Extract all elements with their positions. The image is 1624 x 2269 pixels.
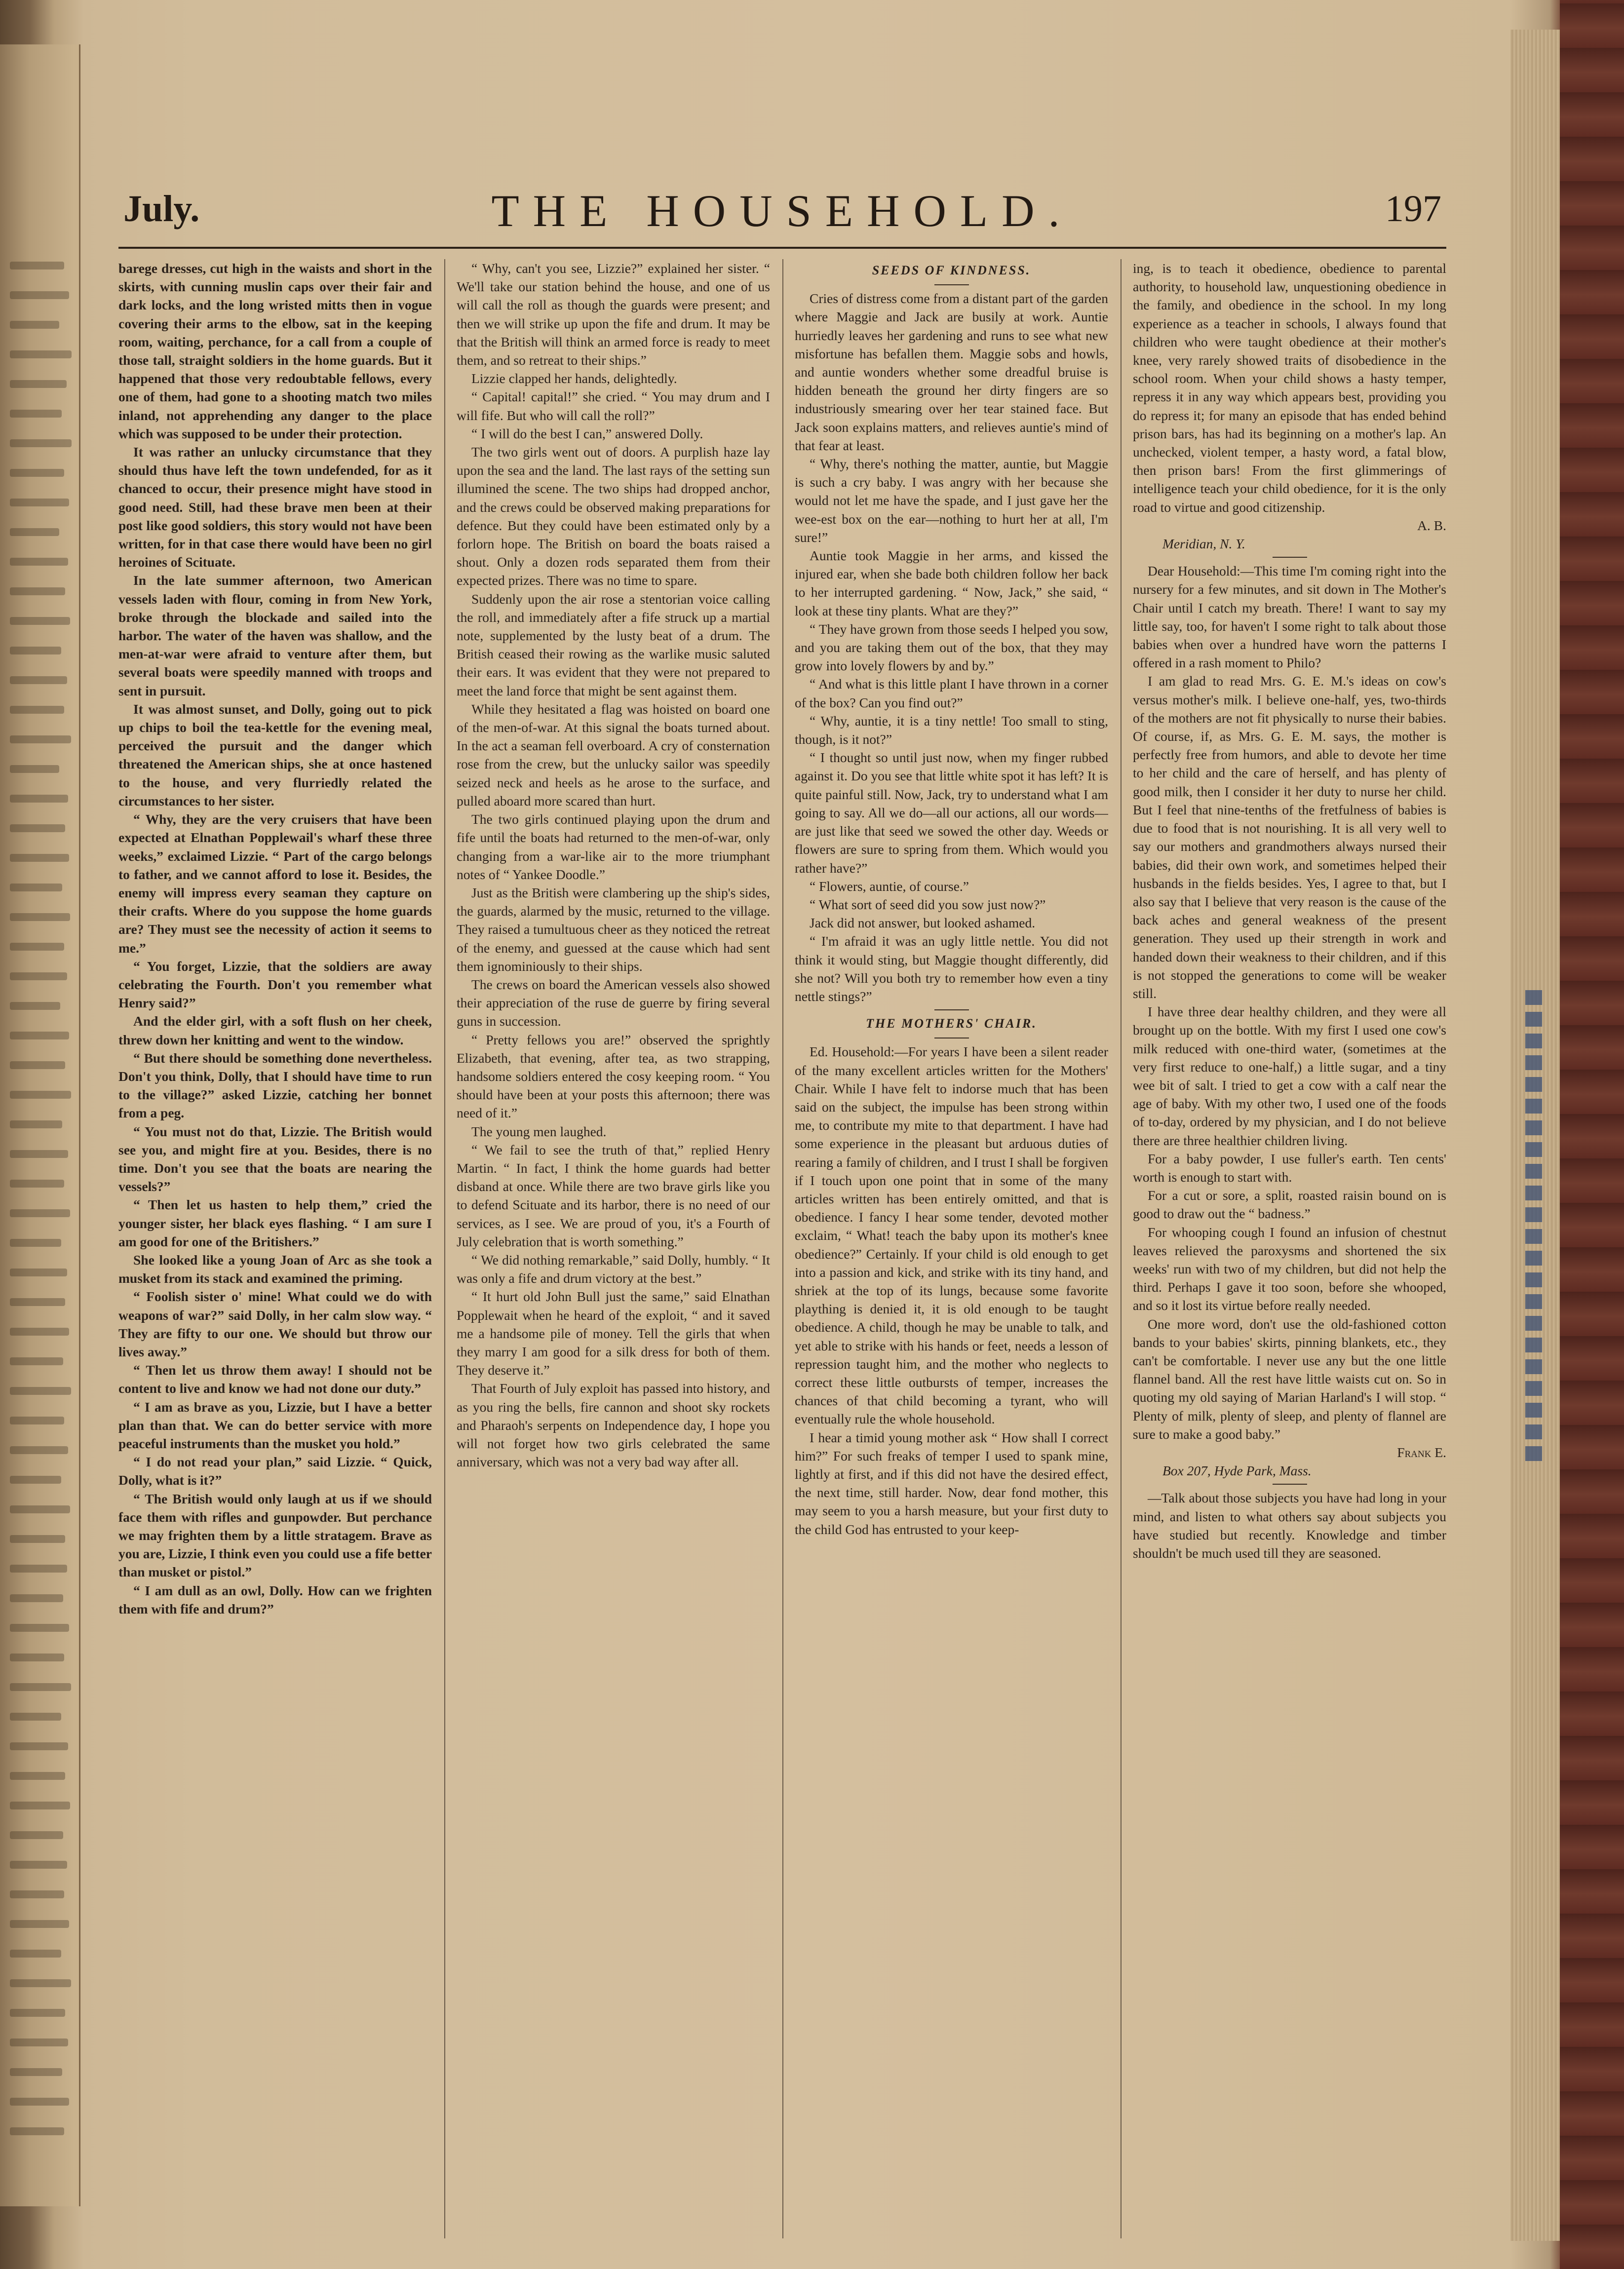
paragraph: Cries of distress come from a distant part of the garden where Maggie and Jack are busily at work. Auntie hurriedly leaves her gardening and runs to see what new misfortune has befallen them. Maggie sobs and howls, and auntie wonders whether some dreadful bruise is hidden beneath the ground her dirty fingers are so industriously smearing over her tear stained face. But Jack soon explains matters, and relieves auntie's mind of that fear at least.	[795, 291, 1108, 453]
paragraph: I have three dear healthy children, and they were all brought up on the bottle. With my first I used one cow's milk reduced with one-third water, (sometimes at the very first reduce to one-half,) a little sugar, and a tiny wee bit of salt. I tried to get a cow with a calf near the age of baby. With my other two, I used one of the foods of to-day, ordered by my physician, and I do not believe there are three healthier children living.	[1133, 1004, 1446, 1148]
place-meridian: Meridian, N. Y.	[1162, 536, 1245, 552]
paragraph: “ Why, can't you see, Lizzie?” explained her sister. “ We'll take our station behind the house, and one of us will call the roll as though the guards were present; and then we will strike up upon the fife and drum. It may be that the British will think an armed force is ready to meet them, and so retreat to their ships.”	[457, 261, 770, 368]
paragraph: “ And what is this little plant I have thrown in a corner of the box? Can you find out?”	[795, 676, 1108, 710]
paragraph: “ Flowers, auntie, of course.”	[810, 878, 969, 894]
paragraph: “ I'm afraid it was an ugly little nettle. You did not think it would sting, but Maggie thought differently, did she not? Will you both try to remember how even a tiny nettle stings?”	[795, 933, 1108, 1004]
place-hyde-park: Box 207, Hyde Park, Mass.	[1162, 1463, 1312, 1479]
paragraph: “ I do not read your plan,” said Lizzie. “ Quick, Dolly, what is it?”	[118, 1454, 432, 1488]
signature-frank-e: Frank E.	[1397, 1445, 1446, 1460]
paragraph: One more word, don't use the old-fashioned cotton bands to your babies' skirts, pinning blankets, etc., they can't be comfortable. I never use any but the one little flannel band. All the rest have little waists cut on. So in quoting my old saying of Marian Harland's I will stop. “ Plenty of milk, plenty of sleep, and plenty of flannel are sure to make a good baby.”	[1133, 1316, 1446, 1442]
column-divider	[444, 259, 445, 2238]
paragraph: “ I am as brave as you, Lizzie, but I have a better plan than that. We can do better service with more peaceful instruments than the musket you hold.”	[118, 1399, 432, 1451]
paragraph: For a baby powder, I use fuller's earth. Ten cents' worth is enough to start with.	[1133, 1151, 1446, 1185]
paragraph: “ We did nothing remarkable,” said Dolly, humbly. “ It was only a fife and drum victory at the best.”	[457, 1252, 770, 1286]
book-cover-edge	[1560, 0, 1624, 2269]
paragraph: Jack did not answer, but looked ashamed.	[810, 915, 1036, 931]
paragraph: “ Then let us throw them away! I should not be content to live and know we had not done our duty.”	[118, 1362, 432, 1396]
paragraph: “ Pretty fellows you are!” observed the sprightly Elizabeth, that evening, after tea, as two strapping, handsome soldiers entered the cosy keeping room. “ You should have been at your posts this afternoon; there was need of it.”	[457, 1032, 770, 1121]
paragraph: “ I am dull as an owl, Dolly. How can we frighten them with fife and drum?”	[118, 1582, 432, 1616]
paragraph: “ They have grown from those seeds I helped you sow, and you are taking them out of the box, that they may grow into lovely flowers by and by.”	[795, 621, 1108, 674]
paragraph: “ Why, they are the very cruisers that have been expected at Elnathan Popplewail's wharf these three weeks,” exclaimed Lizzie. “ Part of the cargo belongs to father, and we cannot afford to lose it. Besides, the enemy will impress every seaman they capture on their crafts. Where do you suppose the home guards are? They must see the necessity of action it seems to me.”	[118, 811, 432, 956]
paragraph: Lizzie clapped her hands, delightedly.	[471, 371, 677, 386]
paragraph: “ Foolish sister o' mine! What could we do with weapons of war?” said Dolly, in her calm slow way. “ They are fifty to our one. We should but throw our lives away.”	[118, 1289, 432, 1359]
paragraph: In the late summer afternoon, two American vessels laden with flour, coming in from New York, broke through the blockade and sailed into the harbor. The water of the haven was shallow, and the men-at-war were afraid to venture after them, but several boats were speedily manned with troops and sent in pursuit.	[118, 573, 432, 698]
column-1	[118, 259, 432, 2238]
paragraph: That Fourth of July exploit has passed into history, and as you ring the bells, fire cannon and shoot sky rockets and Pharaoh's serpents on Independence day, I hope you will not forget how two girls celebrated the same anniversary, which was not a very bad way after all.	[457, 1381, 770, 1470]
paragraph: barege dresses, cut high in the waists and short in the skirts, with cunning muslin caps over their fair and dark locks, and the long wristed mitts then in vogue covering their arms to the elbow, sat in the keeping room, waiting, perchance, for a call from a couple of those tall, straight soldiers in the home guards. But it happened that those very redoubtable fellows, every one of them, had gone to a shooting match two miles inland, not apprehending any danger to the place which was supposed to be under their protection.	[118, 261, 432, 441]
previous-page-edge	[0, 44, 80, 2206]
column-2	[457, 259, 770, 2238]
paragraph: “ The British would only laugh at us if we should face them with rifles and gunpowder. But perchance we may frighten them by a little stratagem. Brave as you are, Lizzie, I think even you could use a fife better than musket or pistol.”	[118, 1491, 432, 1580]
paragraph: I am glad to read Mrs. G. E. M.'s ideas on cow's versus mother's milk. I believe one-half, yes, two-thirds of the mothers are not fit physically to nurse their babies. Of course, if, as Mrs. G. E. M. says, the mother is perfectly free from humors, and able to devote her time to her child and the care of herself, and has plenty of good milk, then I consider it her duty to nurse her child. But I feel that nine-tenths of the fretfulness of babies is due to food that is not nourishing. It is all very well to say our mothers and grandmothers always nursed their babies, did their own work, and sometimes helped their husbands in the fields besides. Yes, I agree to that, but I also say that I believe that very reason is the cause of the back aches and general weakness of the present generation. They used up their strength in work and handed down their weakness to their children, and if this is not stopped the generations to come will be weaker still.	[1133, 673, 1446, 1001]
paragraph: “ I will do the best I can,” answered Dolly.	[471, 425, 703, 441]
paragraph: While they hesitated a flag was hoisted on board one of the men-of-war. At this signal the boats turned about. In the act a seaman fell overboard. A cry of consternation rose from the crew, but the unlucky sailor was speedily seized neck and heels as he arose to the surface, and pulled aboard more scared than hurt.	[457, 701, 770, 808]
paragraph: —Talk about those subjects you have had long in your mind, and listen to what others say about subjects you have studied but recently. Knowledge and timber shouldn't be much used till they are seasoned.	[1133, 1490, 1446, 1561]
paragraph: “ You forget, Lizzie, that the soldiers are away celebrating the Fourth. Don't you remember what Henry said?”	[118, 958, 432, 1011]
paragraph: “ It hurt old John Bull just the same,” said Elnathan Popplewait when he heard of the exploit, “ and it saved me a handsome pile of money. Tell the girls that when they marry I am good for a silk dress for both of them. They deserve it.”	[457, 1289, 770, 1378]
paragraph: Auntie took Maggie in her arms, and kissed the injured ear, when she bade both children follow her back to her interrupted gardening. “ Now, Jack,” she said, “ look at these tiny plants. What are they?”	[795, 548, 1108, 618]
newspaper-page	[118, 148, 1446, 2246]
header-month: July.	[123, 188, 200, 230]
paragraph: It was almost sunset, and Dolly, going out to pick up chips to boil the tea-kettle for the evening meal, perceived the pursuit and the danger which threatened the American ships, she at once hastened to the house, and very flurriedly related the circumstances to her sister.	[118, 701, 432, 808]
paragraph: For a cut or sore, a split, roasted raisin bound on is good to draw out the “ badness.”	[1133, 1188, 1446, 1222]
paragraph: “ We fail to see the truth of that,” replied Henry Martin. “ In fact, I think the home guards had better disband at once. While there are two brave girls like you to defend Scituate and its harbor, there is no need of our services, as I see. We are proud of you, it's a Fourth of July celebration that is worth something.”	[457, 1142, 770, 1249]
column-4	[1133, 259, 1446, 2238]
paragraph: The crews on board the American vessels also showed their appreciation of the ruse de guerre by firing several guns in succession.	[457, 976, 770, 1029]
paragraph: ing, is to teach it obedience, obedience to parental authority, to household law, unquestioning obedience in the family, and obedience in the school. In my long experience as a teacher in schools, I always found that children who were taught obedience at their mother's knee, very rarely showed traits of disobedience in the school room. When your child shows a hasty temper, repress it in any way which appears best, providing you do repress it; for many an episode that has ended behind prison bars, has had its beginning on a mother's lap. An unchecked, violent temper, a hasty word, a fatal blow, then prison bars! From the first glimmerings of intelligence teach your child obedience, for it is the only road to virtue and good citizenship.	[1133, 261, 1446, 515]
library-stamp	[1525, 987, 1542, 1461]
section-title-seeds-of-kindness: SEEDS OF KINDNESS.	[872, 263, 1031, 277]
paragraph: “ What sort of seed did you sow just now?”	[810, 896, 1046, 912]
paragraph: Just as the British were clambering up the ship's sides, the guards, alarmed by the music, returned to the village. They raised a tumultuous cheer as they noticed the retreat of the enemy, and guessed at the cause which had sent them ignominiously to their ships.	[457, 885, 770, 974]
paragraph: The two girls went out of doors. A purplish haze lay upon the sea and the land. The last rays of the setting sun illumined the scene. The two ships had dropped anchor, and the crews could be observed making preparations for defence. But they could have been estimated only by a forlorn hope. The British on board the boats raised a shout. Only a dozen rods separated them from their expected prizes. There was no time to spare.	[457, 444, 770, 588]
section-rule	[934, 284, 969, 285]
paragraph: “ Capital! capital!” she cried. “ You may drum and I will fife. But who will call the roll?”	[457, 389, 770, 423]
paragraph: She looked like a young Joan of Arc as she took a musket from its stack and examined the priming.	[118, 1252, 432, 1286]
paragraph: The two girls continued playing upon the drum and fife until the boats had returned to the men-of-war, only changing from a war-like air to the more triumphant notes of “ Yankee Doodle.”	[457, 811, 770, 882]
paragraph: “ Why, there's nothing the matter, auntie, but Maggie is such a cry baby. I was angry with her because she would not let me have the spade, and I just gave her the wee-est box on the ear—nothing to hurt her at all, I'm sure!”	[795, 456, 1108, 545]
paragraph: “ I thought so until just now, when my finger rubbed against it. Do you see that little white spot it has left? It is quite painful still. Now, Jack, try to understand what I am going to say. All we do—all our actions, all our words—are just like that seed we sowed the other day. Weeds or flowers are sure to spring from them. Which would you rather have?”	[795, 750, 1108, 876]
paragraph: The young men laughed.	[471, 1123, 607, 1139]
paragraph: It was rather an unlucky circumstance that they should thus have left the town undefended, for as it chanced to occur, their presence might have stood in good need. Still, had these brave men been at their post like good soldiers, this story would not have been written, for in that case there would have been no girl heroines of Scituate.	[118, 444, 432, 570]
page-header	[118, 178, 1446, 249]
masthead-title: THE HOUSEHOLD.	[491, 186, 1074, 236]
paragraph: For whooping cough I found an infusion of chestnut leaves relieved the paroxysms and shortened the six weeks' run with two of my children, but did not help the third. Perhaps I gave it too soon, before she whooped, and so it lost its virtue before really needed.	[1133, 1224, 1446, 1313]
column-divider	[782, 259, 783, 2238]
signature-ab: A. B.	[1417, 517, 1446, 533]
paragraph: “ Why, auntie, it is a tiny nettle! Too small to sting, though, is it not?”	[795, 713, 1108, 747]
paragraph: And the elder girl, with a soft flush on her cheek, threw down her knitting and went to the window.	[118, 1013, 432, 1047]
paragraph: Ed. Household:—For years I have been a silent reader of the many excellent articles written for the Mothers' Chair. While I have felt to indorse much that has been said on the subject, the impulse has been strong within me, to contribute my mite to that department. I have had some experience in the pleasant but arduous duties of rearing a family of children, and I trust I shall be forgiven if I touch upon one point that in some of the many articles written has been entirely omitted, and that is obedience. I fancy I hear some tender, devoted mother exclaim, “ What! teach the baby upon its mother's knee obedience?” Certainly. If your child is old enough to get into a passion and kick, and strike with its tiny hand, and shriek at the top of its lungs, because some favorite plaything is denied it, it is old enough to be taught obedience. A child, though he may be unable to talk, and yet able to strike with his hands or feet, needs a lesson of repression taught him, and the mother who neglects to correct these little outbursts of temper, increases the chances of that child becoming a tyrant, who will eventually rule the whole household.	[795, 1044, 1108, 1427]
section-rule	[1273, 557, 1307, 558]
page-number: 197	[1385, 188, 1441, 230]
paragraph: “ You must not do that, Lizzie. The British would see you, and might fire at you. Besides, there is no time. Don't you see that the boats are nearing the vessels?”	[118, 1123, 432, 1194]
paragraph: Suddenly upon the air rose a stentorian voice calling the roll, and immediately after a fife struck up a martial note, supplemented by the lusty beat of a drum. The British ceased their rowing as the warlike music saluted their ears. It was evident that they were not prepared to meet the land force that might be sent against them.	[457, 591, 770, 698]
section-rule	[1273, 1484, 1307, 1485]
section-rule	[934, 1009, 969, 1010]
column-3	[795, 259, 1108, 2238]
paragraph: I hear a timid young mother ask “ How shall I correct him?” For such freaks of temper I used to spank mine, lightly at first, and if this did not have the desired effect, the next time, still harder. Now, dear fond mother, this may seem to you a harsh measure, but your first duty to the child God has entrusted to your keep-	[795, 1429, 1108, 1537]
paragraph: “ Then let us hasten to help them,” cried the younger sister, her black eyes flashing. “ I am sure I am good for one of the Britishers.”	[118, 1197, 432, 1249]
section-title-mothers-chair: THE MOTHERS' CHAIR.	[866, 1016, 1037, 1031]
paragraph: “ But there should be something done nevertheless. Don't you think, Dolly, that I should have time to run to the village?” asked Lizzie, catching her bonnet from a peg.	[118, 1050, 432, 1121]
paragraph: Dear Household:—This time I'm coming right into the nursery for a few minutes, and sit down in The Mother's Chair until I catch my breath. There! I want to say my little say, too, for haven't I some right to talk about those babies when over a hundred have worn the patterns I offered in a rash moment to Philo?	[1133, 563, 1446, 671]
